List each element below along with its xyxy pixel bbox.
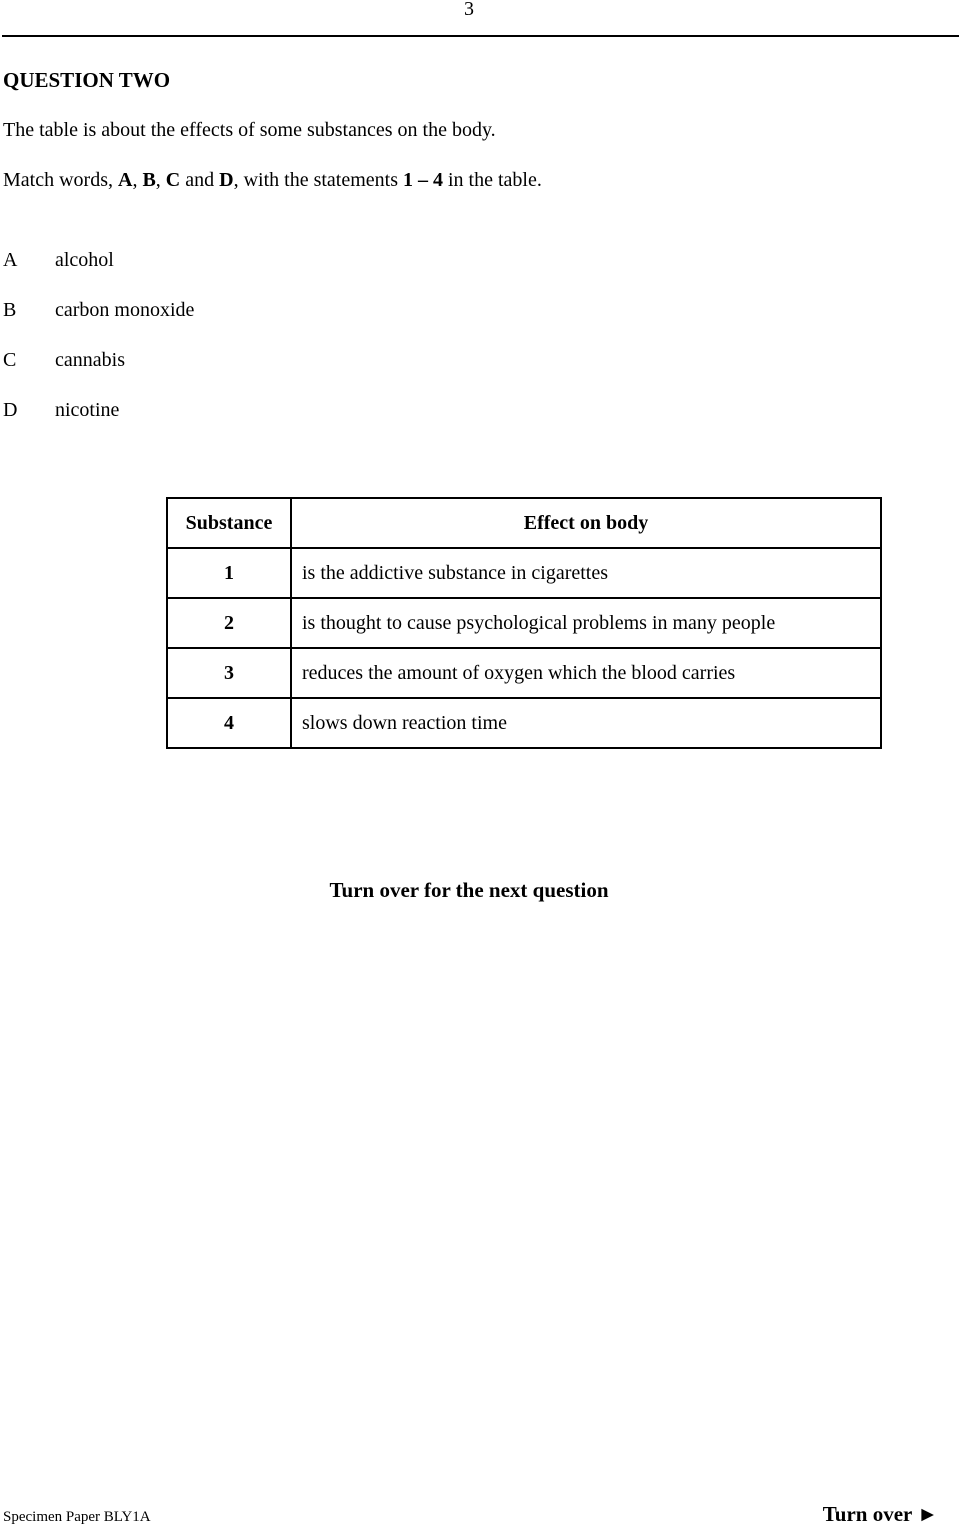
table-row [167,548,881,598]
intro-text: , with the statements [233,169,403,191]
option-letter: C [3,349,17,371]
row-number: 2 [167,598,291,648]
table-row [167,648,881,698]
table-header-row [167,498,881,548]
option-word: carbon monoxide [55,299,195,321]
intro-line-2 [3,169,542,192]
option-word: cannabis [55,349,125,371]
header-rule [2,35,959,37]
intro-text: Match words, [3,169,118,191]
header-effect: Effect on body [291,498,881,548]
separator: , [132,169,143,191]
row-effect: slows down reaction time [291,698,881,748]
option-c [3,349,403,377]
option-word: alcohol [55,249,114,271]
table-row [167,698,881,748]
separator: , [155,169,166,191]
option-d [3,399,403,427]
option-letter: D [3,399,18,421]
option-word: nicotine [55,399,120,421]
row-number: 3 [167,648,291,698]
table-row [167,598,881,648]
option-letter: A [3,249,18,271]
header-substance: Substance [167,498,291,548]
option-letter: B [3,299,17,321]
option-b [3,299,403,327]
intro-line-1: The table is about the effects of some substances on the body. [3,119,496,141]
letter-b: B [142,169,156,191]
row-number: 1 [167,548,291,598]
question-title: QUESTION TWO [3,68,171,92]
option-a [3,249,403,277]
footer-paper-code: Specimen Paper BLY1A [3,1509,151,1525]
letter-a: A [117,169,133,191]
intro-text: in the table. [443,169,542,191]
letter-d: D [219,169,234,191]
row-effect: is the addictive substance in cigarettes [291,548,881,598]
footer-turn-over: Turn over ► [822,1502,938,1526]
row-effect: reduces the amount of oxygen which the blood carries [291,648,881,698]
turn-over-note: Turn over for the next question [329,878,609,902]
statement-range: 1 – 4 [403,169,443,191]
effects-table [166,497,882,749]
row-number: 4 [167,698,291,748]
page-number: 3 [464,0,474,20]
letter-c: C [165,169,181,191]
row-effect: is thought to cause psychological problems in many people [291,598,881,648]
separator: and [180,169,220,191]
